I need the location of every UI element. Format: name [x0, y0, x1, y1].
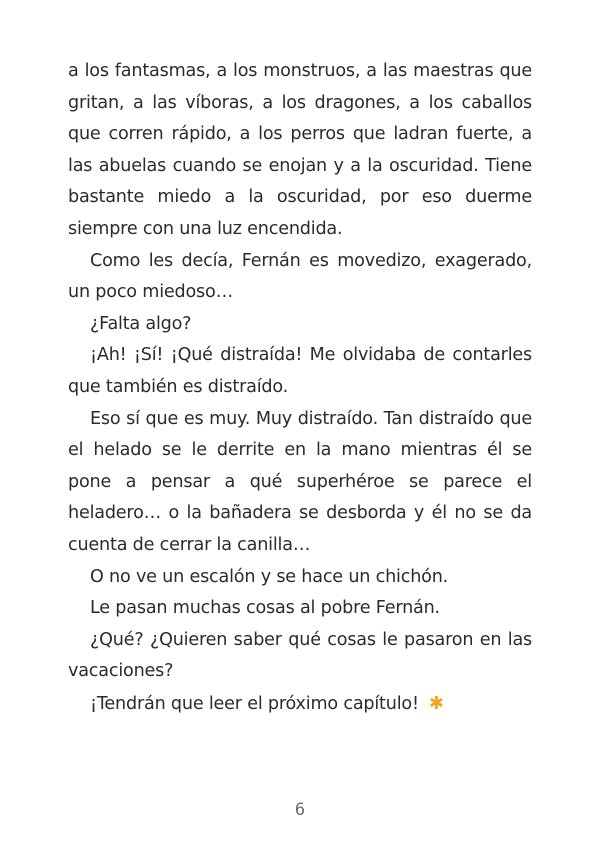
- asterisk-icon: ✱: [428, 692, 444, 714]
- final-paragraph: [68, 688, 532, 721]
- page-body: [68, 56, 532, 720]
- final-paragraph-text: ¡Tendrán que leer el próximo capítulo!: [90, 693, 419, 714]
- paragraph: Como les decía, Fernán es movedizo, exagerado, un poco miedoso…: [68, 250, 532, 303]
- paragraph: ¿Qué? ¿Quieren saber qué cosas le pasaron en las vacaciones?: [68, 629, 532, 682]
- page-number: 6: [294, 800, 306, 820]
- paragraph: Eso sí que es muy. Muy distraído. Tan distraído que el helado se le derrite en la mano mientras él se pone a pensar a qué superhéroe se parece el heladero… o la bañadera se desborda y él no se da cuenta de cerrar la canilla…: [68, 408, 532, 555]
- paragraph: ¿Falta algo?: [90, 313, 192, 334]
- paragraph: ¡Ah! ¡Sí! ¡Qué distraída! Me olvidaba de contarles que también es distraído.: [68, 345, 532, 397]
- paragraph: Le pasan muchas cosas al pobre Fernán.: [90, 598, 440, 619]
- paragraph: O no ve un escalón y se hace un chichón.: [90, 566, 449, 587]
- paragraph: a los fantasmas, a los monstruos, a las maestras que gritan, a las víboras, a los dragones, a los caballos que corren rápido, a los perros que ladran fuerte, a las abuelas cuando se enojan y a la oscuridad. Tiene bastante miedo a la oscuridad, por eso duerme siempre con una luz encendida.: [68, 61, 532, 239]
